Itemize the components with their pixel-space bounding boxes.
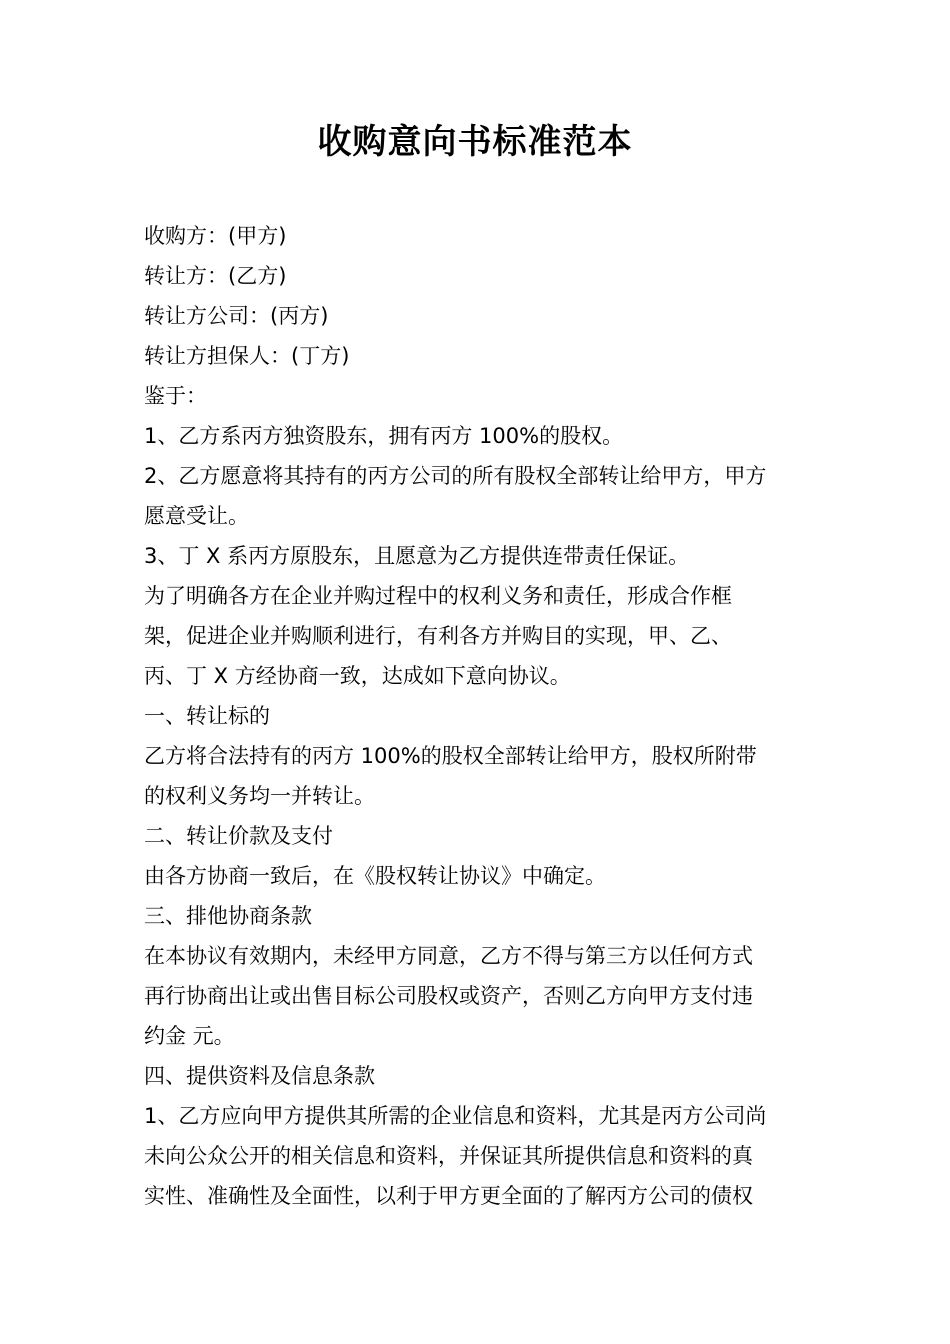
purpose-paragraph-line: 丙、丁 X 方经协商一致，达成如下意向协议。 [144, 664, 571, 688]
party-buyer-line: 收购方：(甲方) [144, 224, 287, 248]
section-heading-1: 一、转让标的 [144, 704, 270, 728]
section-heading-2: 二、转让价款及支付 [144, 824, 333, 848]
whereas-item-3: 3、丁 X 系丙方原股东，且愿意为乙方提供连带责任保证。 [144, 544, 690, 568]
section-3-text: 再行协商出让或出售目标公司股权或资产，否则乙方向甲方支付违 [144, 984, 753, 1008]
section-heading-3: 三、排他协商条款 [144, 904, 312, 928]
section-4-text: 实性、准确性及全面性，以利于甲方更全面的了解丙方公司的债权 [144, 1184, 753, 1208]
document-title: 收购意向书标准范本 [317, 122, 633, 162]
party-transferor-company-line: 转让方公司：(丙方) [144, 304, 329, 328]
party-transferor-line: 转让方：(乙方) [144, 264, 287, 288]
whereas-item-1: 1、乙方系丙方独资股东，拥有丙方 100%的股权。 [144, 424, 624, 448]
purpose-paragraph-line: 为了明确各方在企业并购过程中的权利义务和责任，形成合作框 [144, 584, 732, 608]
document-body [144, 216, 810, 1216]
section-1-text: 的权利义务均一并转让。 [144, 784, 375, 808]
party-guarantor-line: 转让方担保人：(丁方) [144, 344, 350, 368]
section-3-text: 在本协议有效期内，未经甲方同意，乙方不得与第三方以任何方式 [144, 944, 753, 968]
section-3-text: 约金 元。 [144, 1024, 235, 1048]
section-4-text: 未向公众公开的相关信息和资料，并保证其所提供信息和资料的真 [144, 1144, 753, 1168]
whereas-item-2-cont: 愿意受让。 [144, 504, 249, 528]
section-1-text: 乙方将合法持有的丙方 100%的股权全部转让给甲方，股权所附带 [144, 744, 757, 768]
whereas-item-2: 2、乙方愿意将其持有的丙方公司的所有股权全部转让给甲方，甲方 [144, 464, 767, 488]
section-2-text: 由各方协商一致后，在《股权转让协议》中确定。 [144, 864, 606, 888]
whereas-heading: 鉴于： [144, 384, 207, 408]
section-heading-4: 四、提供资料及信息条款 [144, 1064, 375, 1088]
section-4-text: 1、乙方应向甲方提供其所需的企业信息和资料，尤其是丙方公司尚 [144, 1104, 767, 1128]
purpose-paragraph-line: 架，促进企业并购顺利进行，有利各方并购目的实现，甲、乙、 [144, 624, 732, 648]
